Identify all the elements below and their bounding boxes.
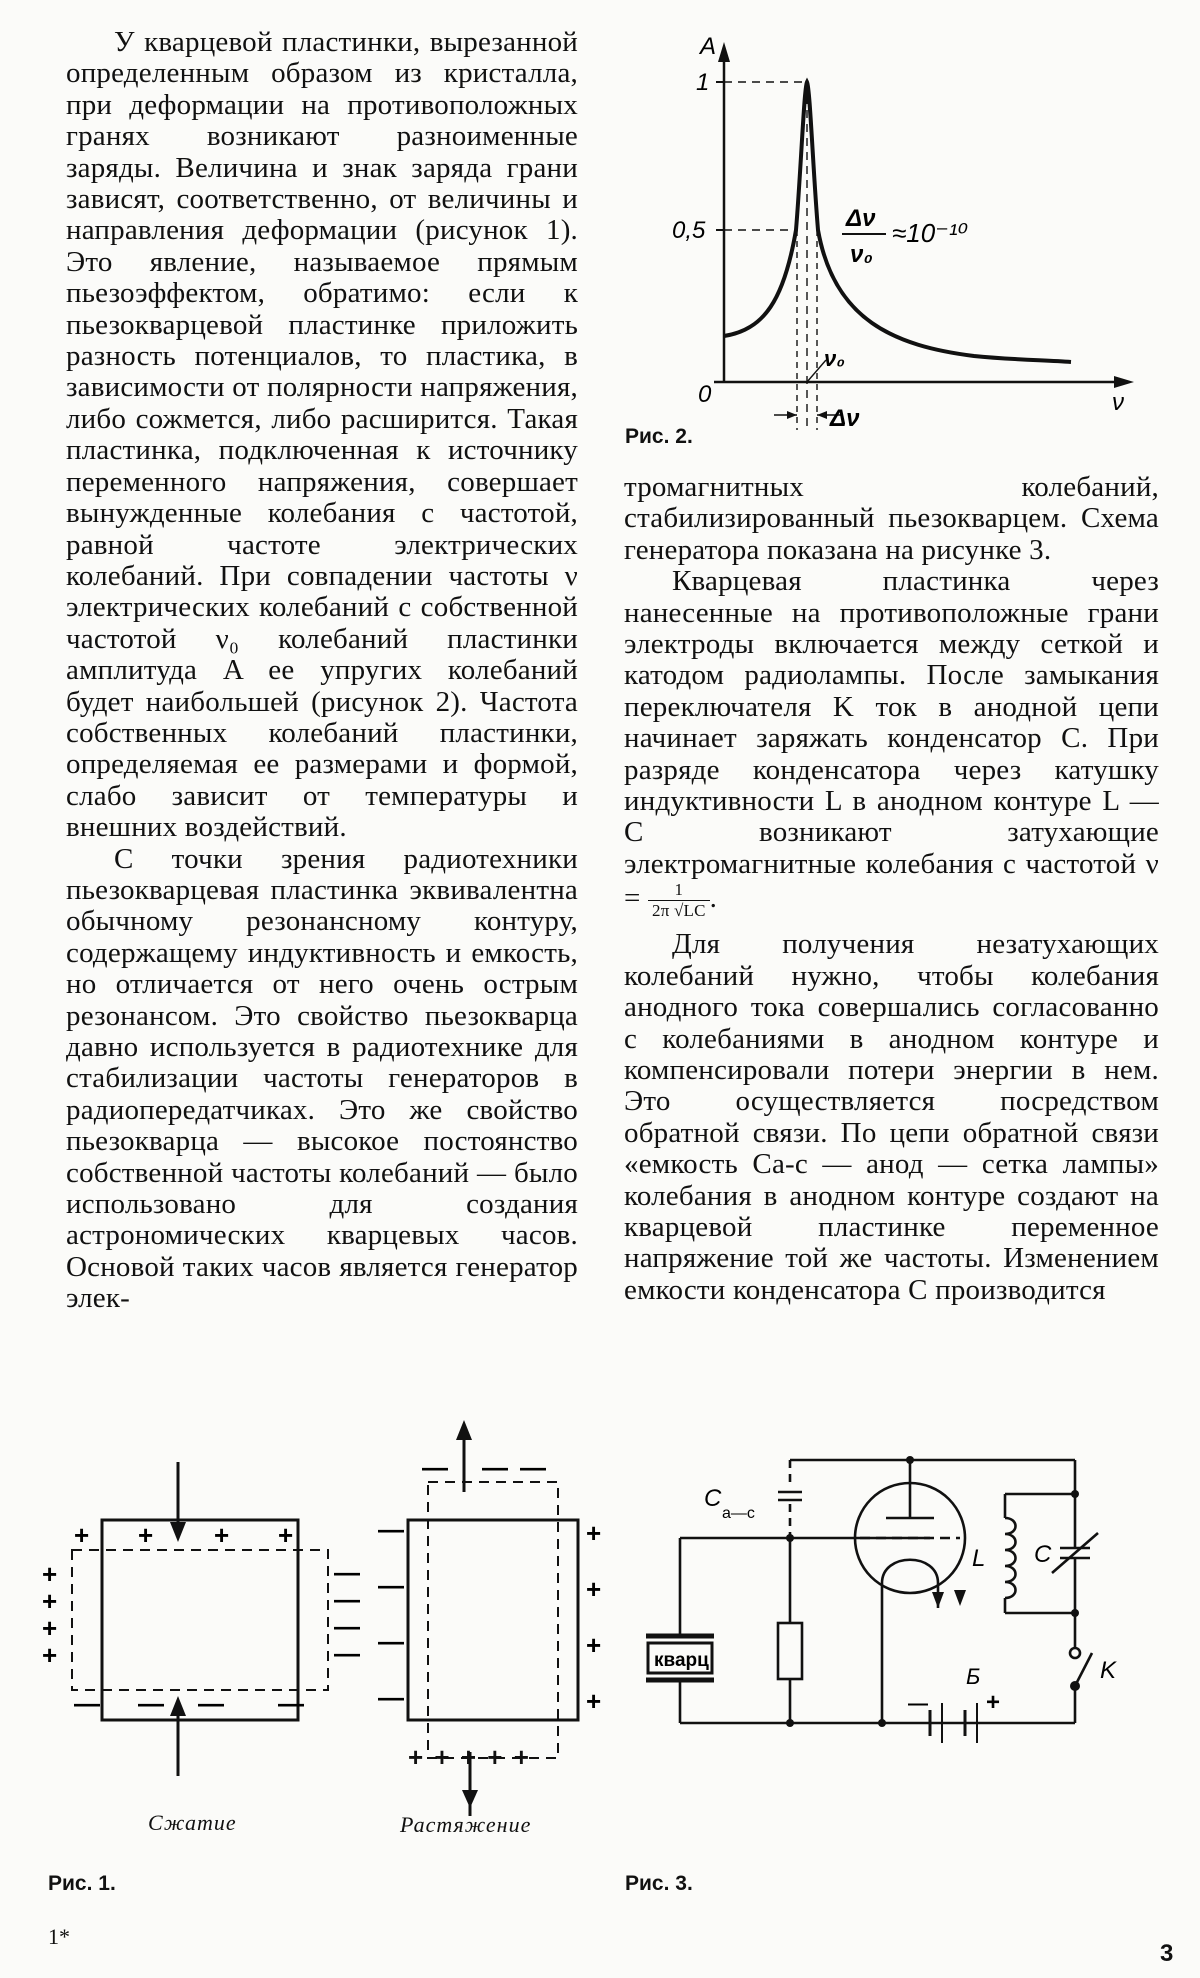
svg-text:+: + <box>42 1640 58 1670</box>
figure-2-caption: Рис. 2. <box>625 425 693 448</box>
compress-arrow-up <box>170 1696 186 1716</box>
y-axis-arrow <box>718 42 730 62</box>
svg-text:—: — <box>334 1557 360 1587</box>
stretch-bottom-plus: + + + + + <box>408 1742 531 1772</box>
svg-text:+: + <box>42 1559 58 1589</box>
svg-text:—: — <box>278 1688 304 1718</box>
stretch-plate <box>408 1520 578 1720</box>
figure-3-circuit <box>620 1448 1180 1828</box>
cap-ac-sub: а—с <box>722 1505 755 1522</box>
frequency-formula: $\frac{1}{2\pi √LC}$ <box>648 880 710 921</box>
left-column <box>66 27 578 1315</box>
right-column <box>624 472 1159 1306</box>
page-number: 3 <box>1160 1940 1174 1967</box>
label-compression: Сжатие <box>148 1810 237 1835</box>
svg-text:+: + <box>74 1520 90 1550</box>
figure-2-resonance-chart <box>624 30 1144 450</box>
battery-minus: — <box>908 1693 928 1715</box>
nu0-label: ν₀ <box>824 346 845 371</box>
capacitor-label: C <box>1034 1541 1052 1568</box>
paragraph-quartz-plate: Кварцевая пластинка через нанесенные на противоположные грани электроды включается между сеткой и катодом радиолампы. После замыкания переключателя K ток в анодной цепи начинает заряжать конденсатор C. При разряде конденсатора через катушку индуктивности L в анодном контуре L — C возникают затухающие электромагнитные колебания с частотой ν = $\frac{1}{2\pi √LC}$ . <box>624 565 1159 921</box>
battery-label: Б <box>966 1664 981 1689</box>
inductor-label: L <box>972 1545 986 1572</box>
y-axis-label: A <box>700 33 717 60</box>
x-axis-label: ν <box>1112 389 1124 416</box>
x-axis-arrow <box>1114 376 1134 388</box>
figure-1-deformation <box>30 1420 602 1760</box>
ratio-value: ≈10⁻¹⁰ <box>892 218 968 248</box>
svg-text:—: — <box>198 1688 224 1718</box>
svg-text:—: — <box>378 1570 404 1600</box>
battery-plus: + <box>986 1689 1001 1716</box>
svg-text:—: — <box>378 1682 404 1712</box>
tick-label-1: 1 <box>696 69 710 96</box>
svg-text:—: — <box>422 1452 448 1482</box>
svg-text:—: — <box>334 1584 360 1614</box>
origin-label: 0 <box>698 381 712 408</box>
tick-label-05: 0,5 <box>672 217 706 244</box>
cap-ac-label: C <box>704 1485 722 1512</box>
svg-text:+: + <box>214 1520 230 1550</box>
footnote-mark: 1* <box>48 1924 70 1949</box>
label-stretching: Растяжение <box>400 1812 532 1837</box>
svg-text:+: + <box>586 1574 602 1604</box>
ratio-denominator: ν₀ <box>850 241 873 268</box>
paragraph-undamped: Для получения незатухающих колебаний нужно, чтобы колебания анодного тока совершались согласованно с колебаниями в анодном контуре и компенсировали потери энергии в нем. Это осуществляется посредством обратной связи. По цепи обратной связи «емкость Cа-с — анод — сетка лампы» колебания в анодном контуре создают на кварцевой пластинке переменное напряжение той же частоты. Изменением емкости конденсатора C производится <box>624 928 1159 1306</box>
stretch-dashed <box>428 1482 558 1758</box>
svg-text:+: + <box>586 1630 602 1660</box>
svg-text:+: + <box>42 1586 58 1616</box>
svg-text:—: — <box>378 1514 404 1544</box>
figure-3-caption: Рис. 3. <box>625 1872 693 1895</box>
ratio-numerator: Δν <box>846 205 876 232</box>
compress-dashed <box>72 1550 328 1690</box>
switch-label: K <box>1100 1657 1117 1684</box>
svg-text:+: + <box>586 1518 602 1548</box>
svg-text:—: — <box>482 1452 508 1482</box>
delta-nu-label: Δν <box>830 405 860 432</box>
svg-text:—: — <box>138 1688 164 1718</box>
compress-arrow-down <box>170 1522 186 1542</box>
stretch-arrow-up <box>456 1420 472 1440</box>
svg-text:+: + <box>138 1520 154 1550</box>
figure-1-caption: Рис. 1. <box>48 1872 116 1895</box>
grid-resistor <box>778 1623 802 1679</box>
quartz-label: кварц <box>654 1650 709 1671</box>
svg-text:+: + <box>586 1686 602 1716</box>
svg-text:+: + <box>278 1520 294 1550</box>
paragraph-piezo-effect: У кварцевой пластинки, вырезанной определенным образом из кристалла, при деформации на противоположных гранях возникают разноименные заряды. Величина и знак заряда грани зависят, соответственно, от величины и направления деформации (рисунок 1). Это явление, называемое прямым пьезоэффектом, обратимо: если к пьезокварцевой пластинке приложить разность потенциалов, то пластика, в зависимости от полярности напряжения, либо сожмется, либо расширится. Такая пластинка, подключенная к источнику переменного напряжения, совершает вынужденные колебания с частотой, равной частоте электрических колебаний. При совпадении частоты ν электрических колебаний с собственной частотой ν₀ колебаний пластинки амплитуда A ее упругих колебаний будет наибольшей (рисунок 2). Частота собственных колебаний пластинки, определяемая ее размерами и формой, слабо зависит от температуры и внешних воздействий. <box>66 26 578 844</box>
paragraph-generator: тромагнитных колебаний, стабилизированный пьезокварцем. Схема генератора показана на рисунке 3. <box>624 471 1159 566</box>
inductor-coil <box>1005 1518 1016 1598</box>
svg-text:—: — <box>334 1638 360 1668</box>
paragraph-radio-engineering: С точки зрения радиотехники пьезокварцевая пластинка эквивалентна обычному резонансному контуру, содержащему индуктивность и емкость, но отличается от него очень острым резонансом. Это свойство пьезокварца давно используется в радиотехнике для стабилизации частоты генераторов в радиопередатчиках. Это же свойство пьезокварца — высокое постоянство собственной частоты колебаний — было использовано для создания астрономических кварцевых часов. Основой таких часов является генератор элек- <box>66 842 578 1315</box>
svg-text:—: — <box>378 1626 404 1656</box>
svg-text:—: — <box>520 1452 546 1482</box>
svg-text:+: + <box>42 1613 58 1643</box>
svg-text:—: — <box>74 1688 100 1718</box>
svg-text:—: — <box>334 1611 360 1641</box>
